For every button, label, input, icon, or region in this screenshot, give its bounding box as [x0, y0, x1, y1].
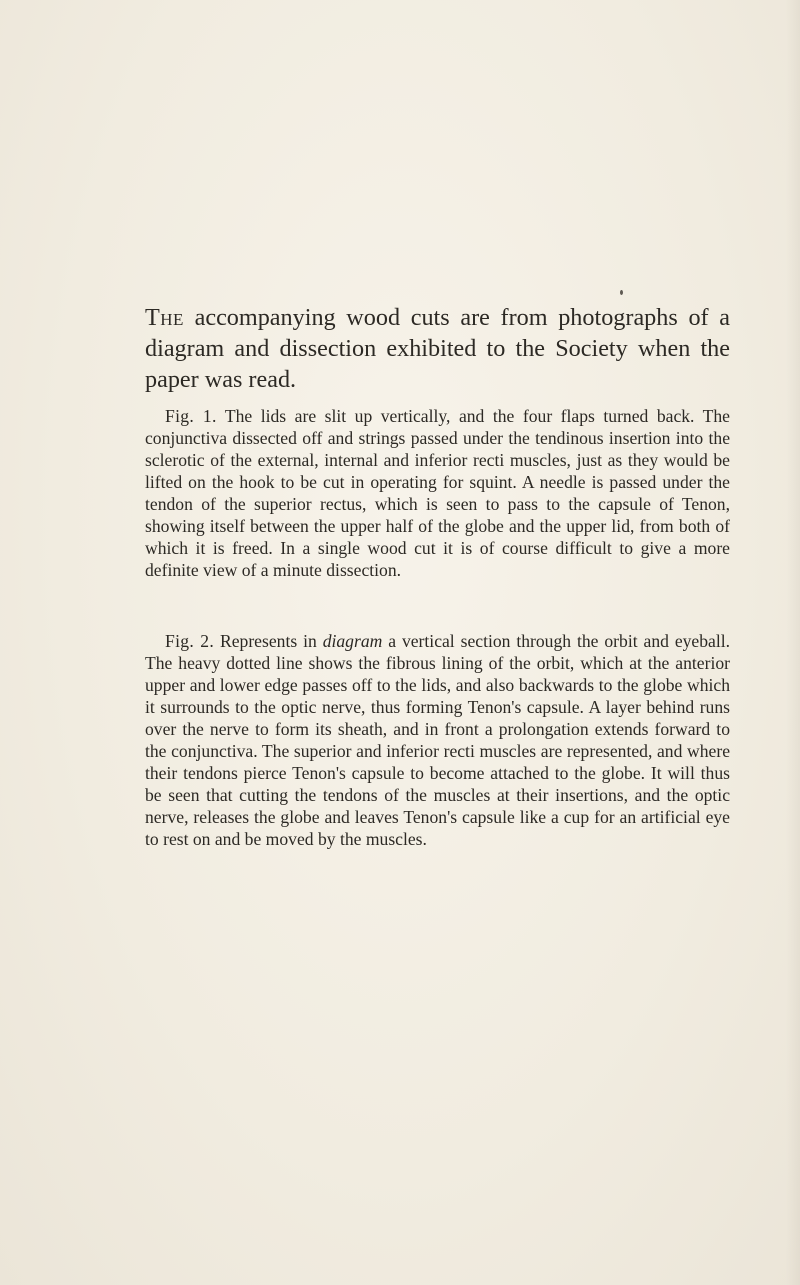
intro-lead-word: The [145, 304, 184, 331]
fig2-text-after: a vertical section through the orbit and eyeball. The heavy dotted line shows the fibrous lining of the orbit, which at the anterior upper and lower edge passes off to the lids, and also backwards to the globe which it surrounds to the optic nerve, thus forming Tenon's capsule. A layer behind runs over the nerve to form its sheath, and in front a prolongation extends forward to the conjunctiva. The superior and inferior recti muscles are represented, and where their tendons pierce Tenon's capsule to become attached to the globe. It will thus be seen that cutting the tendons of the muscles at their insertions, and the optic nerve, releases the globe and leaves Tenon's capsule like a cup for an artificial eye to rest on and be moved by the muscles. [145, 631, 731, 849]
fig1-label: Fig. 1. [165, 406, 217, 426]
fig2-text-before: Represents in [214, 631, 323, 651]
fig2-paragraph [145, 630, 730, 850]
fig1-text: The lids are slit up vertically, and the four flaps turned back. The conjunctiva dissected off and strings passed under the tendinous insertion into the sclerotic of the external, internal and inferior recti muscles, just as they would be lifted on the hook to be cut in operating for squint. A needle is passed under the tendon of the superior rectus, which is seen to pass to the capsule of Tenon, showing itself between the upper half of the globe and the upper lid, from both of which it is freed. In a single wood cut it is of course difficult to give a more definite view of a minute dissection. [145, 406, 730, 580]
fig2-emphasis: diagram [322, 631, 383, 651]
fig2-label: Fig. 2. [165, 631, 215, 651]
fig1-paragraph [145, 405, 730, 581]
intro-text: accompanying wood cuts are from photographs of a diagram and dissection exhibited to the Society when the paper was read. [145, 304, 730, 393]
intro-paragraph [145, 302, 730, 395]
ink-speck [620, 290, 623, 295]
page-edge-shadow [786, 0, 800, 1285]
